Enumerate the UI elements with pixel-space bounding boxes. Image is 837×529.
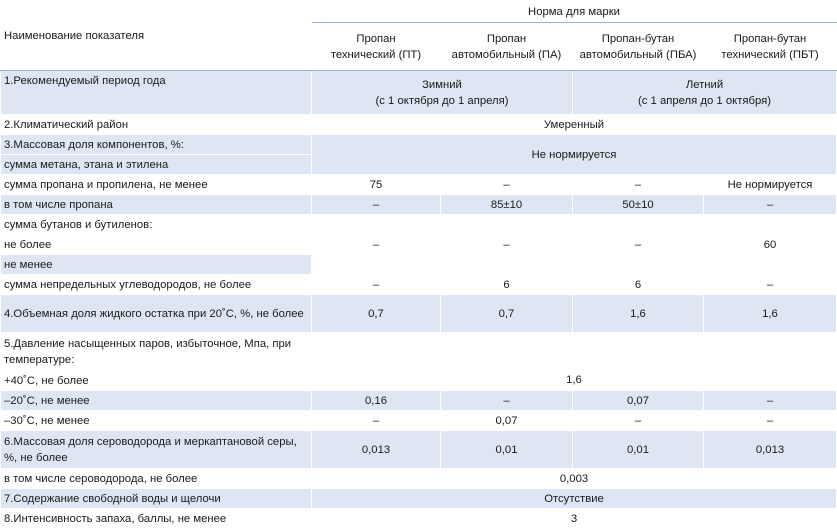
table-row xyxy=(1,509,837,529)
cell-value: – xyxy=(441,215,573,275)
row-label: –30˚С, не менее xyxy=(1,411,312,431)
cell-value: – xyxy=(704,195,837,215)
norm-header: Норма для марки xyxy=(312,1,837,23)
row-label: 7.Содержание свободной воды и щелочи xyxy=(1,489,312,509)
cell-value: 1,6 xyxy=(573,295,704,333)
cell-value: 1,6 xyxy=(312,333,837,391)
table-row xyxy=(1,333,837,371)
row-label: в том числе пропана xyxy=(1,195,312,215)
col-header-pa: Пропан автомобильный (ПА) xyxy=(441,23,573,71)
cell-value: 6 xyxy=(573,275,704,295)
cell-value: – xyxy=(704,391,837,411)
cell-value: – xyxy=(573,215,704,275)
table-row xyxy=(1,71,837,115)
period-winter: Зимний (с 1 октября до 1 апреля) xyxy=(312,71,573,115)
cell-value: 0,003 xyxy=(312,469,837,489)
cell-value: – xyxy=(573,411,704,431)
cell-value: 3 xyxy=(312,509,837,529)
cell-value: – xyxy=(704,275,837,295)
cell-value: – xyxy=(441,391,573,411)
cell-value: 1,6 xyxy=(704,295,837,333)
cell-value: 60 xyxy=(704,215,837,275)
table-row xyxy=(1,175,837,195)
row-label: не менее xyxy=(1,255,312,275)
cell-value: 0,07 xyxy=(441,411,573,431)
cell-value: 50±10 xyxy=(573,195,704,215)
cell-value: – xyxy=(312,411,441,431)
row-label: 6.Массовая доля сероводорода и меркаптановой серы, %, не более xyxy=(1,431,312,469)
table-row xyxy=(1,489,837,509)
row-label: –20˚С, не менее xyxy=(1,391,312,411)
cell-value: – xyxy=(441,175,573,195)
cell-value: 85±10 xyxy=(441,195,573,215)
param-header: Наименование показателя xyxy=(1,1,312,71)
cell-value: 0,013 xyxy=(312,431,441,469)
row-label: +40˚С, не более xyxy=(1,371,312,391)
cell-value: Не нормируется xyxy=(312,135,837,175)
row-label: в том числе сероводорода, не более xyxy=(1,469,312,489)
table-row xyxy=(1,215,837,235)
cell-value: – xyxy=(312,275,441,295)
cell-value: Отсутствие xyxy=(312,489,837,509)
table-row xyxy=(1,431,837,469)
cell-value: 0,16 xyxy=(312,391,441,411)
row-label: 5.Давление насыщенных паров, избыточное, Мпа, при температуре: xyxy=(1,333,312,371)
row-label: 8.Интенсивность запаха, баллы, не менее xyxy=(1,509,312,529)
period-summer: Летний (с 1 апреля до 1 октября) xyxy=(573,71,837,115)
row-label: не более xyxy=(1,235,312,255)
row-label: сумма непредельных углеводородов, не более xyxy=(1,275,312,295)
table-row xyxy=(1,469,837,489)
row-label: 3.Массовая доля компонентов, %: xyxy=(1,135,312,155)
table-row xyxy=(1,295,837,333)
row-label: 1.Рекомендуемый период года xyxy=(1,71,312,115)
row-label: сумма пропана и пропилена, не менее xyxy=(1,175,312,195)
row-label: 2.Климатический район xyxy=(1,115,312,135)
table-row xyxy=(1,195,837,215)
cell-value: – xyxy=(312,215,441,275)
cell-value: 75 xyxy=(312,175,441,195)
col-header-pba: Пропан-бутан автомобильный (ПБА) xyxy=(573,23,704,71)
cell-value: 0,01 xyxy=(573,431,704,469)
table-row xyxy=(1,411,837,431)
cell-value: 0,7 xyxy=(312,295,441,333)
cell-value: 0,01 xyxy=(441,431,573,469)
cell-value: – xyxy=(573,175,704,195)
col-header-pt: Пропан технический (ПТ) xyxy=(312,23,441,71)
table-row xyxy=(1,115,837,135)
cell-value: Умеренный xyxy=(312,115,837,135)
cell-value: 0,013 xyxy=(704,431,837,469)
cell-value: Не нормируется xyxy=(704,175,837,195)
col-header-pbt: Пропан-бутан технический (ПБТ) xyxy=(704,23,837,71)
table-row xyxy=(1,391,837,411)
row-label: сумма бутанов и бутиленов: xyxy=(1,215,312,235)
table-row xyxy=(1,275,837,295)
cell-value: 6 xyxy=(441,275,573,295)
cell-value: – xyxy=(312,195,441,215)
cell-value: 0,7 xyxy=(441,295,573,333)
row-label: сумма метана, этана и этилена xyxy=(1,155,312,175)
cell-value: – xyxy=(704,411,837,431)
row-label: 4.Объемная доля жидкого остатка при 20˚С, %, не более xyxy=(1,295,312,333)
table-row xyxy=(1,135,837,155)
cell-value: 0,07 xyxy=(573,391,704,411)
